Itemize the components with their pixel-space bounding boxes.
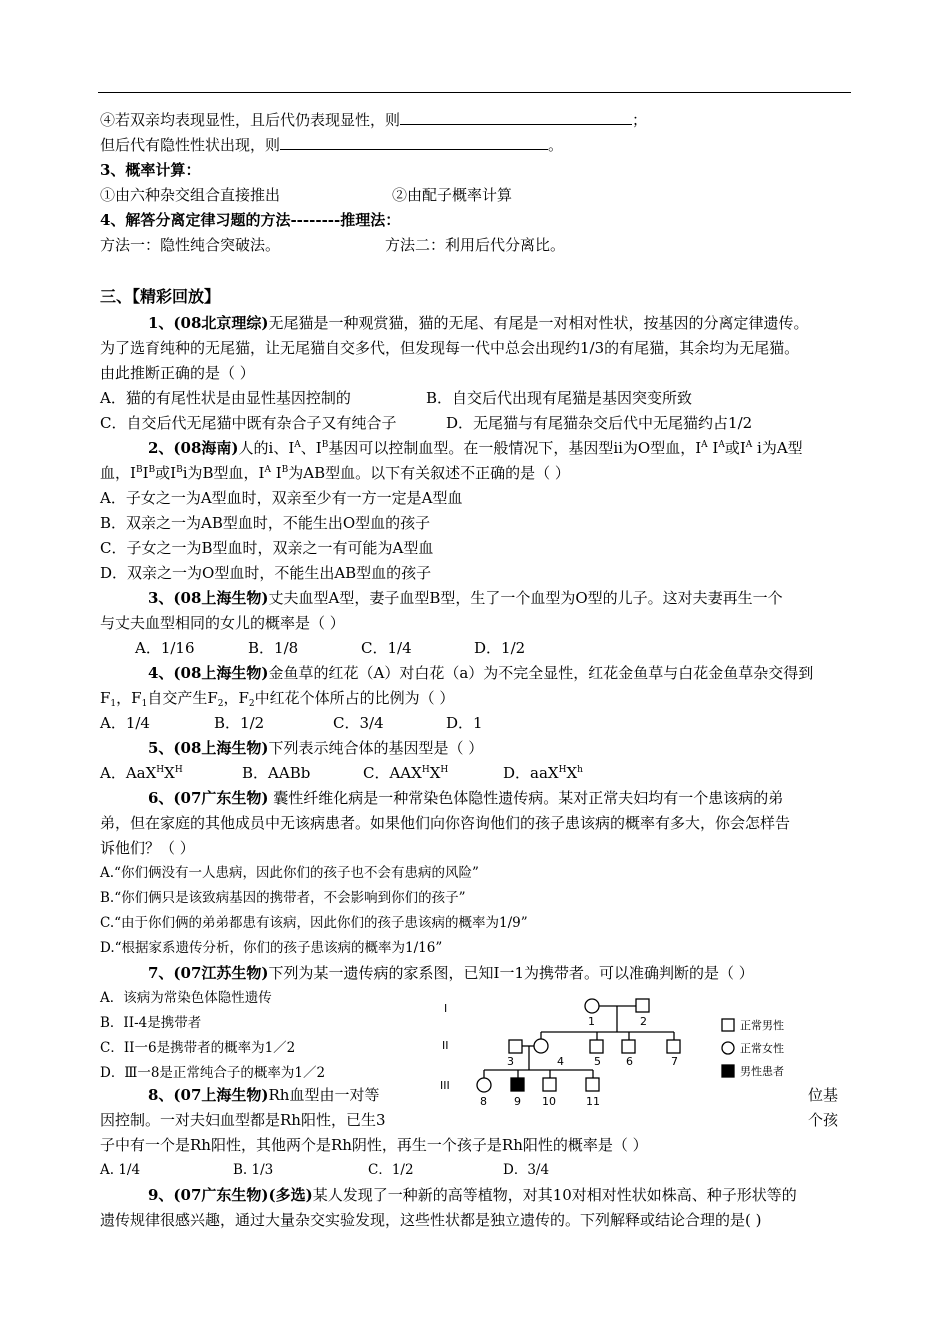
legend-affected-label: 男性患者 (740, 1065, 784, 1078)
q8-line2-end: 个孩 (808, 1111, 839, 1129)
q9-tag: 9、(07广东生物)(多选) (148, 1186, 313, 1204)
q6-option-a: A.“你们俩没有一人患病，因此你们的孩子也不会有患病的风险” (100, 865, 479, 881)
text: I (142, 464, 149, 482)
text: C．AAX (363, 764, 422, 782)
text: 某人发现了一种新的高等植物，对其10对相对性状如株高、种子形状等的 (312, 1186, 797, 1204)
q4-option-d: D．1 (446, 714, 483, 732)
q8-line3: 子中有一个是Rh阳性，其他两个是Rh阴性，再生一个孩子是Rh阳性的概率是（ ） (100, 1136, 648, 1154)
text: 为AB型血。以下有关叙述不正确的是（ ） (288, 464, 570, 482)
sup: H (174, 765, 183, 775)
text: 下列为某一遗传病的家系图，已知I一1为携带者。可以准确判断的是（ ） (268, 964, 754, 982)
q3-line1 (148, 587, 783, 609)
q5-option-d (503, 762, 583, 784)
q9-line1 (148, 1184, 797, 1206)
text: X (566, 764, 578, 782)
gen-label-3: III (440, 1079, 450, 1092)
q1-option-c: C．自交后代无尾猫中既有杂合子又有纯合子 (100, 414, 397, 432)
line-3a: ①由六种杂交组合直接推出 (100, 186, 281, 204)
top-rule (98, 92, 851, 93)
q1-option-b: B．自交后代出现有尾猫是基因突变所致 (426, 389, 693, 407)
q1-line3: 由此推断正确的是（ ） (100, 364, 255, 382)
label-10: 10 (542, 1095, 556, 1108)
q3-line2: 与丈夫血型相同的女儿的概率是（ ） (100, 614, 345, 632)
sub: 2 (217, 699, 224, 709)
q6-option-d: D.“根据家系遗传分析，你们的孩子患该病的概率为1/16” (100, 940, 443, 956)
q5-option-b: B．AABb (242, 764, 311, 782)
label-2: 2 (640, 1015, 647, 1028)
q3-option-a: A．1/16 (135, 639, 195, 657)
q1-option-a: A．猫的有尾性状是由显性基因控制的 (100, 389, 351, 407)
q7-option-c: C．II一6是携带者的概率为1／2 (100, 1040, 296, 1056)
sup: A (294, 440, 301, 450)
line-4b (100, 133, 563, 156)
sup: H (440, 765, 449, 775)
text: I (270, 464, 282, 482)
q6-option-c: C.“由于你们俩的弟弟都患有该病，因此你们的孩子患该病的概率为1/9” (100, 915, 528, 931)
q1-tag: 1、(08北京理综) (148, 314, 269, 332)
pedigree-affected-male-9 (511, 1078, 524, 1091)
text: ，F (223, 689, 249, 707)
text: 基因可以控制血型。在一般情况下，基因型ii为O型血，I (328, 439, 702, 457)
q3-option-c: C．1/4 (361, 639, 412, 657)
sup: A (701, 440, 708, 450)
pedigree-male-10 (543, 1078, 556, 1091)
sup: B (176, 465, 183, 475)
q9-line2: 遗传规律很感兴趣，通过大量杂交实验发现，这些性状都是独立遗传的。下列解释或结论合理的是( ) (100, 1211, 762, 1229)
text: 丈夫血型A型，妻子血型B型，生了一个血型为O型的儿子。这对夫妻再生一个 (268, 589, 783, 607)
section-title: 三、【精彩回放】 (100, 287, 221, 306)
q2-option-d: D．双亲之一为O型血时，不能生出AB型血的孩子 (100, 564, 432, 582)
q7-option-d: D．Ⅲ一8是正常纯合子的概率为1／2 (100, 1065, 326, 1081)
q4-option-b: B．1/2 (214, 714, 265, 732)
q8-option-c: C．1/2 (368, 1162, 414, 1178)
pedigree-female-4 (534, 1039, 548, 1053)
q2-tag: 2、(08海南) (148, 439, 239, 457)
q8-tag: 8、(07上海生物) (148, 1086, 269, 1104)
q8-option-d: D．3/4 (503, 1162, 550, 1178)
method-1: 方法一：隐性纯合突破法。 (100, 236, 281, 254)
q7-line1 (148, 962, 754, 984)
text: 人的i、I (238, 439, 295, 457)
gen-label-1: I (444, 1002, 448, 1015)
text: F (100, 689, 111, 707)
text: 自交产生F (147, 689, 218, 707)
q8-option-b: B. 1/3 (233, 1162, 274, 1178)
text: 但后代有隐性性状出现，则 (100, 136, 281, 154)
q6-line3: 诉他们？（ ） (100, 839, 195, 857)
sup: B (135, 465, 143, 475)
label-1: 1 (588, 1015, 595, 1028)
text: 或I (724, 439, 746, 457)
q1-option-d: D．无尾猫与有尾猫杂交后代中无尾猫约占1/2 (446, 414, 753, 432)
q4-option-c: C．3/4 (333, 714, 384, 732)
q4-line1 (148, 662, 813, 684)
q6-tag: 6、(07广东生物) (148, 789, 269, 807)
answer-blank[interactable] (400, 108, 632, 125)
text: i为B型血，I (182, 464, 265, 482)
q2-option-c: C．子女之一为B型血时，双亲之一有可能为A型血 (100, 539, 434, 557)
legend-female-circle (722, 1042, 734, 1054)
q2-option-b: B．双亲之一为AB型血时，不能生出O型血的孩子 (100, 514, 431, 532)
q5-option-c (363, 762, 448, 784)
text: 囊性纤维化病是一种常染色体隐性遗传病。某对正常夫妇均有一个患该病的弟 (268, 789, 784, 807)
line-3b: ②由配子概率计算 (392, 186, 513, 204)
sup: A (718, 440, 725, 450)
label-8: 8 (480, 1095, 487, 1108)
sub: 2 (248, 699, 255, 709)
text: 无尾猫是一种观赏猫，猫的无尾、有尾是一对相对性状，按基因的分离定律遗传。 (268, 314, 809, 332)
label-3: 3 (507, 1055, 514, 1068)
method-2: 方法二：利用后代分离比。 (385, 236, 566, 254)
sup: B (321, 440, 329, 450)
pedigree-diagram (436, 994, 806, 1112)
legend-male-label: 正常男性 (740, 1019, 784, 1032)
sup: h (577, 765, 583, 775)
label-4: 4 (557, 1055, 564, 1068)
text: 。 (548, 136, 564, 154)
q6-option-b: B.“你们俩只是该致病基因的携带者，不会影响到你们的孩子” (100, 890, 466, 906)
pedigree-male-11 (586, 1078, 599, 1091)
text: A．AaX (100, 764, 157, 782)
q2-line1 (148, 437, 803, 459)
text: 下列表示纯合体的基因型是（ ） (268, 739, 484, 757)
q8-line1-end: 位基 (808, 1086, 839, 1104)
sup: H (421, 765, 430, 775)
legend-female-label: 正常女性 (740, 1042, 784, 1055)
pedigree-male-6 (622, 1040, 635, 1053)
text: Rh血型由一对等 (268, 1086, 380, 1104)
q7-tag: 7、(07江苏生物) (148, 964, 269, 982)
q8-line1 (148, 1084, 379, 1106)
q3-option-d: D．1/2 (474, 639, 526, 657)
text: D．aaX (503, 764, 559, 782)
q8-option-a: A. 1/4 (100, 1162, 141, 1178)
q5-option-a (100, 762, 183, 784)
legend-male-square (722, 1019, 734, 1031)
q5-tag: 5、(08上海生物) (148, 739, 269, 757)
q1-line2: 为了选育纯种的无尾猫，让无尾猫自交多代，但发现每一代中总会出现约1/3的有尾猫，其余均为无尾猫。 (100, 339, 800, 357)
q5-line1 (148, 737, 483, 759)
pedigree-female-8 (477, 1078, 491, 1092)
label-5: 5 (594, 1055, 601, 1068)
legend-affected-square (722, 1065, 734, 1077)
sup: H (156, 765, 165, 775)
q7-option-a: A．该病为常染色体隐性遗传 (100, 990, 272, 1006)
sup: B (148, 465, 156, 475)
q6-line2: 弟，但在家庭的其他成员中无该病患者。如果他们向你咨询他们的孩子患该病的概率有多大，你会怎样告 (100, 814, 791, 832)
sup: H (558, 765, 567, 775)
line-4a (100, 108, 647, 131)
pedigree-male-2 (636, 999, 649, 1012)
label-6: 6 (626, 1055, 633, 1068)
label-9: 9 (514, 1095, 521, 1108)
text: 、I (300, 439, 322, 457)
sup: A (264, 465, 271, 475)
text: ④若双亲均表现显性，且后代仍表现显性，则 (100, 111, 401, 129)
pedigree-female-1 (585, 999, 599, 1013)
sup: A (745, 440, 753, 450)
text: ，F (116, 689, 142, 707)
sup: B (281, 465, 289, 475)
pedigree-male-5 (590, 1040, 603, 1053)
q2-line2 (100, 462, 570, 484)
q4-line2 (100, 687, 454, 709)
q7-option-b: B．II-4是携带者 (100, 1015, 202, 1031)
q4-tag: 4、(08上海生物) (148, 664, 269, 682)
q6-line1 (148, 787, 783, 809)
text: 中红花个体所占的比例为（ ） (254, 689, 455, 707)
q4-option-a: A．1/4 (100, 714, 150, 732)
label-11: 11 (586, 1095, 600, 1108)
sub: 1 (110, 699, 117, 709)
text: I (707, 439, 719, 457)
text: 或I (155, 464, 177, 482)
text: 金鱼草的红花（A）对白花（a）为不完全显性，红花金鱼草与白花金鱼草杂交得到 (268, 664, 814, 682)
sub: 1 (141, 699, 148, 709)
pedigree-male-7 (667, 1040, 680, 1053)
heading-4: 4、解答分离定律习题的方法--------推理法： (100, 211, 401, 229)
text: X (164, 764, 175, 782)
text: i为A型 (752, 439, 803, 457)
text: 血，I (100, 464, 136, 482)
q2-option-a: A．子女之一为A型血时，双亲至少有一方一定是A型血 (100, 489, 463, 507)
gen-label-2: II (442, 1039, 449, 1052)
text: ； (632, 111, 648, 129)
answer-blank[interactable] (280, 133, 548, 150)
q8-line2: 因控制。一对夫妇血型都是Rh阳性，已生3 (100, 1111, 386, 1129)
text: X (429, 764, 441, 782)
q3-tag: 3、(08上海生物) (148, 589, 269, 607)
pedigree-male-3 (509, 1040, 522, 1053)
q1-line1 (148, 312, 809, 334)
label-7: 7 (671, 1055, 678, 1068)
q3-option-b: B．1/8 (248, 639, 299, 657)
heading-3: 3、概率计算： (100, 161, 201, 179)
